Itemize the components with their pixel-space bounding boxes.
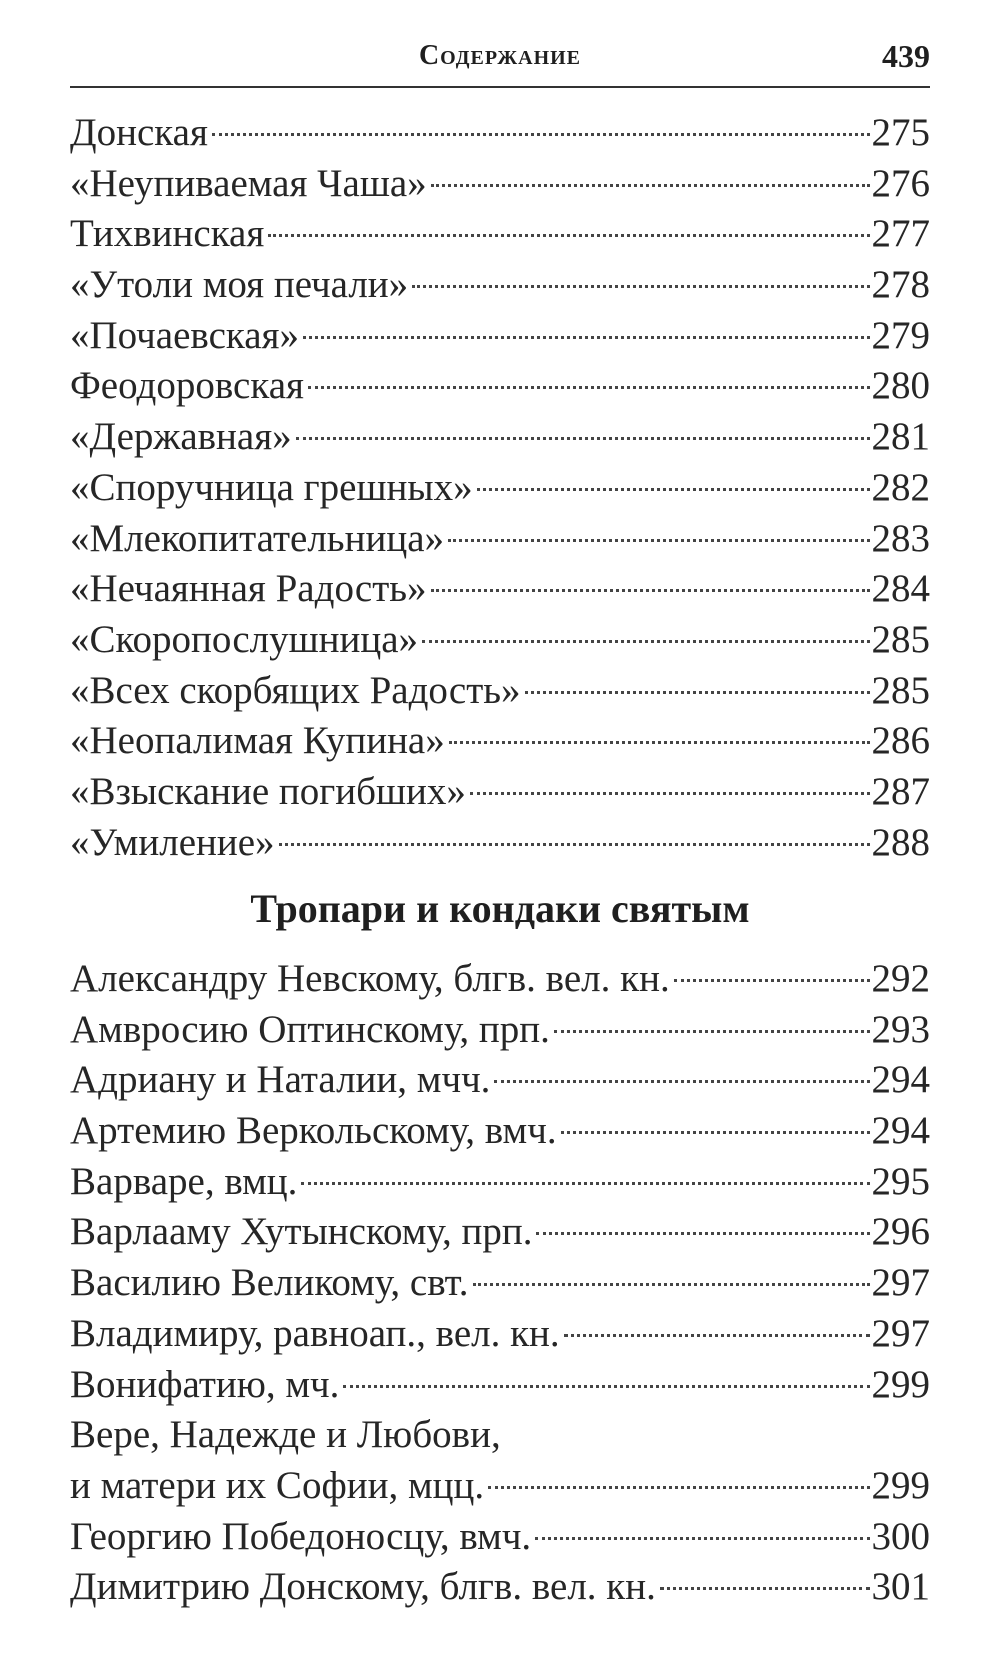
toc-entry-line-2 xyxy=(70,1461,930,1512)
toc-entry-title: Варлааму Хутынскому, прп. xyxy=(70,1210,533,1254)
dot-leader xyxy=(279,843,870,846)
toc-entry-page: 287 xyxy=(871,769,930,813)
toc-entry xyxy=(70,1258,930,1309)
toc-entry-title: Василию Великому, свт. xyxy=(70,1261,469,1305)
dot-leader xyxy=(343,1385,869,1388)
toc-entry-page: 292 xyxy=(871,957,930,1000)
dot-leader xyxy=(296,437,870,440)
toc-entry xyxy=(70,615,930,666)
toc-entry-page: 285 xyxy=(871,668,930,712)
toc-entry-page: 278 xyxy=(871,263,930,307)
dot-leader xyxy=(554,1030,870,1033)
dot-leader xyxy=(477,488,870,491)
toc-entry-page: 286 xyxy=(871,719,930,763)
toc-entry-title: Адриану и Наталии, мчч. xyxy=(70,1058,491,1102)
toc-entry-title-line-2: и матери их Софии, мцц. xyxy=(70,1463,485,1507)
toc-entry-page: 283 xyxy=(871,516,930,560)
toc-entry xyxy=(70,463,930,514)
toc-entry xyxy=(70,311,930,362)
toc-entry-title: Феодоровская xyxy=(70,364,304,408)
toc-entry-title: Артемию Веркольскому, вмч. xyxy=(70,1109,557,1153)
toc-entry-page: 297 xyxy=(871,1261,930,1305)
toc-entry-page: 275 xyxy=(871,111,930,154)
toc-entry-line-1 xyxy=(70,1410,930,1461)
dot-leader xyxy=(660,1587,870,1590)
dot-leader xyxy=(308,386,870,389)
running-header xyxy=(70,36,930,88)
toc-entry xyxy=(70,767,930,818)
toc-entry-title: «Млекопитательница» xyxy=(70,516,445,560)
toc-entry xyxy=(70,108,930,159)
dot-leader xyxy=(212,133,870,136)
toc-entry-page: 299 xyxy=(871,1362,930,1406)
toc-entry-title: Донская xyxy=(70,111,208,154)
toc-entry-title: «Скоропослушница» xyxy=(70,617,419,661)
toc-entry-page: 282 xyxy=(871,465,930,509)
dot-leader xyxy=(412,285,869,288)
toc-entry xyxy=(70,361,930,412)
toc-entry xyxy=(70,1562,930,1613)
toc-entry-title: «Державная» xyxy=(70,415,292,459)
toc-entry xyxy=(70,1157,930,1208)
toc-entry-title-line-1: Вере, Надежде и Любови, xyxy=(70,1413,501,1457)
dot-leader xyxy=(561,1131,870,1134)
toc-entry xyxy=(70,1309,930,1360)
toc-entry-page: 281 xyxy=(871,415,930,459)
toc-list-icons xyxy=(70,108,930,868)
toc-entry-title: «Взыскание погибших» xyxy=(70,769,466,813)
toc-entry-page: 294 xyxy=(871,1109,930,1153)
toc-entry-page: 277 xyxy=(871,212,930,256)
toc-entry-page: 299 xyxy=(871,1463,930,1507)
toc-entry-page: 279 xyxy=(871,313,930,357)
toc-entry-title: Тихвинская xyxy=(70,212,265,256)
toc-entry-title: Амвросию Оптинскому, прп. xyxy=(70,1007,550,1051)
toc-entry-title: Вонифатию, мч. xyxy=(70,1362,340,1406)
toc-entry-page: 280 xyxy=(871,364,930,408)
dot-leader xyxy=(535,1537,869,1540)
toc-entry xyxy=(70,260,930,311)
toc-entry-title: Димитрию Донскому, блгв. вел. кн. xyxy=(70,1565,656,1609)
dot-leader xyxy=(488,1486,869,1489)
book-page xyxy=(70,0,930,1669)
dot-leader xyxy=(422,640,869,643)
toc-entry xyxy=(70,1512,930,1563)
toc-entry-title: Варваре, вмц. xyxy=(70,1159,298,1203)
toc-entry xyxy=(70,1106,930,1157)
toc-entry-title: Владимиру, равноап., вел. кн. xyxy=(70,1311,560,1355)
toc-entry-page: 288 xyxy=(871,820,930,864)
toc-entry-title: «Почаевская» xyxy=(70,313,299,357)
page-number: 439 xyxy=(882,38,930,74)
toc-entry-page: 293 xyxy=(871,1007,930,1051)
dot-leader xyxy=(473,1283,870,1286)
toc-entry-title: «Всех скорбящих Радость» xyxy=(70,668,521,712)
toc-entry-title: Георгию Победоносцу, вмч. xyxy=(70,1514,532,1558)
toc-entry xyxy=(70,514,930,565)
toc-entry-page: 297 xyxy=(871,1311,930,1355)
toc-entry-page: 295 xyxy=(871,1159,930,1203)
toc-entry-page: 276 xyxy=(871,161,930,205)
toc-entry-title: «Неупиваемая Чаша» xyxy=(70,161,427,205)
toc-entry xyxy=(70,1207,930,1258)
toc-entry xyxy=(70,564,930,615)
toc-entry-title: «Споручница грешных» xyxy=(70,465,473,509)
toc-entry-page: 300 xyxy=(871,1514,930,1558)
dot-leader xyxy=(536,1232,869,1235)
toc-entry-title: «Утоли моя печали» xyxy=(70,263,409,307)
toc-entry xyxy=(70,716,930,767)
dot-leader xyxy=(431,589,870,592)
section-heading: Тропари и кондаки святым xyxy=(250,886,750,931)
dot-leader xyxy=(268,234,869,237)
toc-entry xyxy=(70,818,930,869)
toc-list-saints xyxy=(70,954,930,1613)
dot-leader xyxy=(674,979,870,982)
toc-entry-title: «Неопалимая Купина» xyxy=(70,719,445,763)
toc-entry xyxy=(70,1005,930,1056)
dot-leader xyxy=(431,184,870,187)
dot-leader xyxy=(564,1334,870,1337)
toc-entry-page: 296 xyxy=(871,1210,930,1254)
dot-leader xyxy=(494,1080,869,1083)
dot-leader xyxy=(303,336,870,339)
toc-entry xyxy=(70,159,930,210)
toc-entry xyxy=(70,1360,930,1411)
dot-leader xyxy=(525,691,870,694)
toc-entry-page: 301 xyxy=(871,1565,930,1609)
toc-entry-title: Александру Невскому, блгв. вел. кн. xyxy=(70,957,670,1000)
toc-entry xyxy=(70,954,930,1005)
running-title: Содержание xyxy=(418,40,582,71)
dot-leader xyxy=(449,741,870,744)
toc-entry-title: «Нечаянная Радость» xyxy=(70,567,427,611)
toc-entry-title: «Умиление» xyxy=(70,820,275,864)
toc-entry-page: 285 xyxy=(871,617,930,661)
toc-entry xyxy=(70,1055,930,1106)
toc-entry-page: 284 xyxy=(871,567,930,611)
toc-entry-multiline xyxy=(70,1410,930,1511)
toc-entry-page: 294 xyxy=(871,1058,930,1102)
dot-leader xyxy=(470,792,870,795)
toc-entry xyxy=(70,412,930,463)
toc-entry xyxy=(70,666,930,717)
toc-entry xyxy=(70,209,930,260)
dot-leader xyxy=(448,539,869,542)
dot-leader xyxy=(301,1182,869,1185)
